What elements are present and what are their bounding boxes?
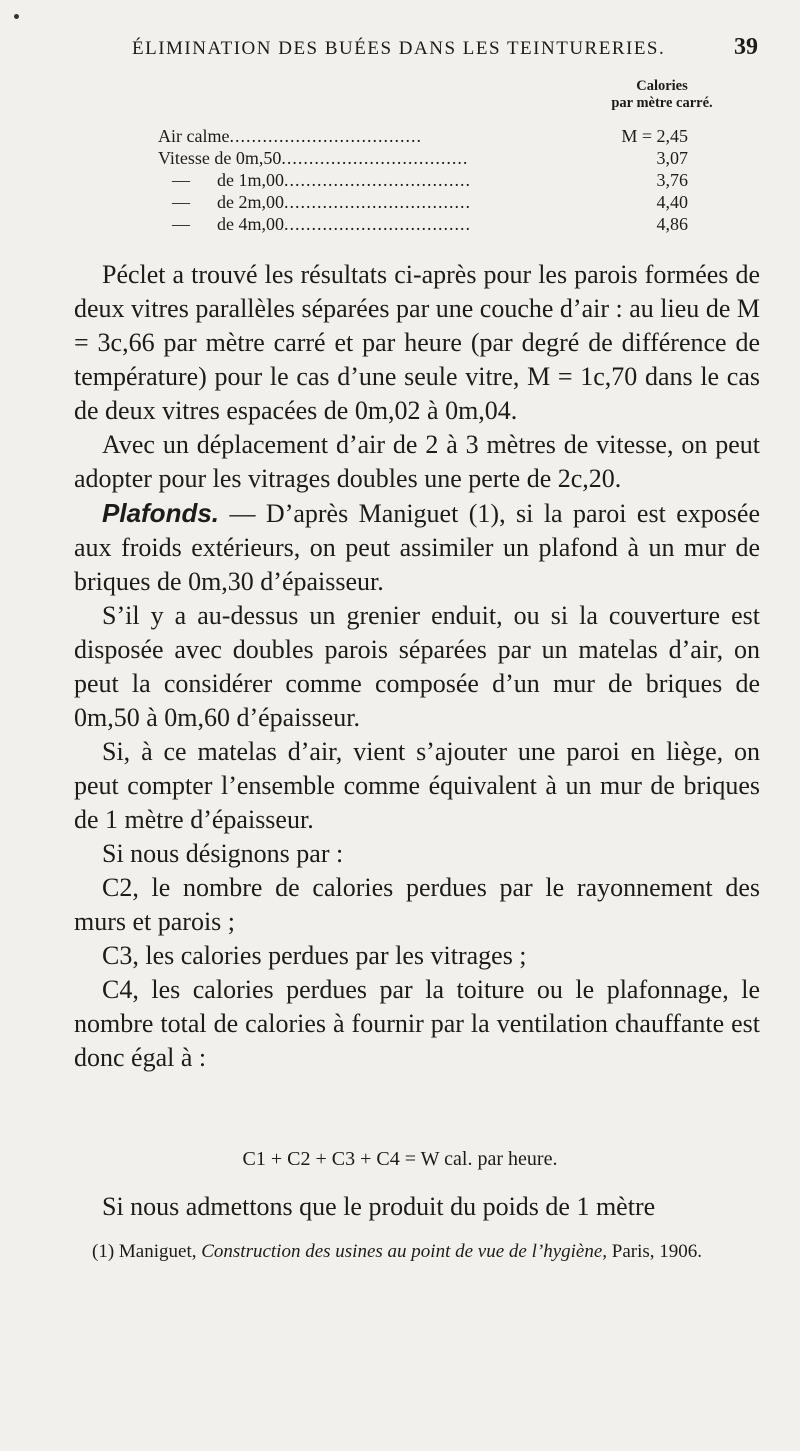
definition-item: C2, le nombre de calories perdues par le rayonnement des murs et parois ;: [74, 873, 760, 936]
paragraph: Avec un déplacement d’air de 2 à 3 mètres de vitesse, on peut adopter pour les vitrages doubles une perte de 2c,20.: [74, 430, 760, 493]
paragraph: Péclet a trouvé les résultats ci-après pour les parois formées de deux vitres parallèles séparées par une couche d’air : au lieu de M = 3c,66 par mètre carré et par heure (par degré de différence de température) pour le cas d’une seule vitre, M = 1c,70 dans le cas de deux vitres espacées de 0m,02 à 0m,04.: [74, 260, 760, 425]
table-row: Air calme................................... M = 2,45: [158, 126, 688, 146]
body-text-end: [74, 1190, 760, 1224]
footnote: (1) Maniguet, Construction des usines au point de vue de l’hygiène, Paris, 1906.: [92, 1241, 703, 1262]
running-header: [0, 36, 800, 66]
body-text: [74, 258, 760, 1075]
table-column-header: Calories par mètre carré.: [611, 78, 713, 111]
table-row: — de 1m,00.................................. 3,76: [172, 170, 688, 190]
table-row: — de 2m,00.................................. 4,40: [172, 192, 688, 212]
section-label: Plafonds.: [102, 498, 220, 528]
page-number: 39: [734, 34, 758, 60]
table-row: Vitesse de 0m,50.................................. 3,07: [158, 148, 688, 168]
paragraph-plafonds: Plafonds. — D’après Maniguet (1), si la paroi est exposée aux froids extérieurs, on peut assimiler un plafond à un mur de briques de 0m,30 d’épaisseur.: [74, 498, 760, 596]
definition-item: C3, les calories perdues par les vitrages ;: [102, 941, 527, 970]
formula: C1 + C2 + C3 + C4 = W cal. par heure.: [242, 1148, 558, 1170]
table-row: — de 4m,00.................................. 4,86: [172, 214, 688, 234]
running-title: ÉLIMINATION DES BUÉES DANS LES TEINTURERIES.: [132, 38, 666, 59]
paragraph: Si nous désignons par :: [102, 839, 344, 868]
margin-dot: [14, 14, 19, 19]
paragraph: Si, à ce matelas d’air, vient s’ajouter une paroi en liège, on peut compter l’ensemble comme équivalent à un mur de briques de 1 mètre d’épaisseur.: [74, 737, 760, 834]
definition-item: C4, les calories perdues par la toiture ou le plafonnage, le nombre total de calories à fournir par la ventilation chauffante est donc égal à :: [74, 975, 760, 1072]
paragraph: Si nous admettons que le produit du poids de 1 mètre: [102, 1192, 656, 1221]
paragraph: S’il y a au-dessus un grenier enduit, ou si la couverture est disposée avec doubles parois séparées par un matelas d’air, on peut la considérer comme composée d’un mur de briques de 0m,50 à 0m,60 d’épaisseur.: [74, 601, 760, 732]
